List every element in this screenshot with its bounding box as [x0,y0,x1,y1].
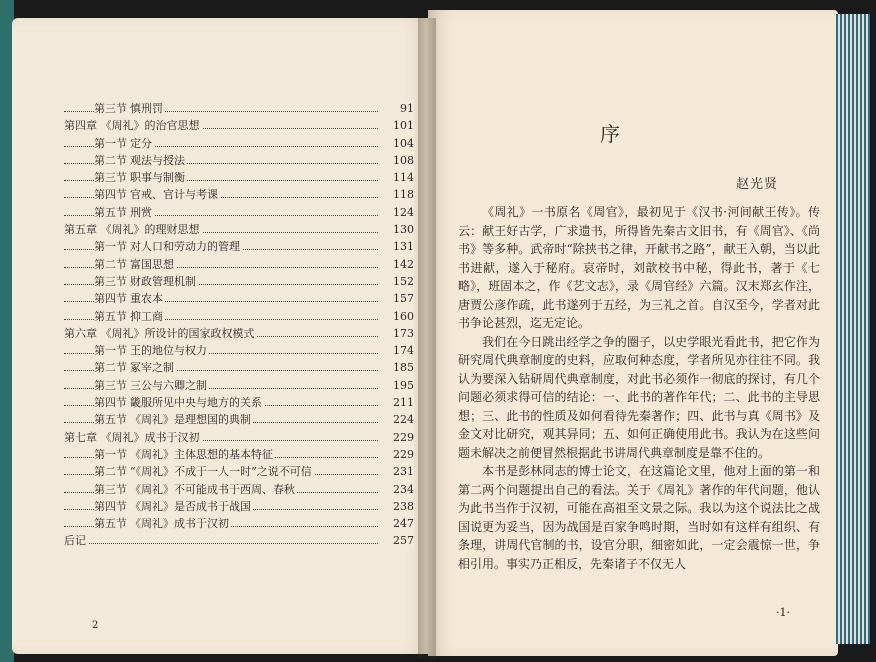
toc-entry [64,394,414,411]
toc-page-number: 231 [380,463,414,480]
toc-entry [64,221,414,238]
toc-entry [64,152,414,169]
preface-paragraph: 我们在今日跳出经学之争的圈子，以史学眼光看此书，把它作为研究周代典章制度的史料，应取何种态度，学者所见亦往往不同。我认为要深入钻研周代典章制度，对此书必须作一彻底的探讨，有几个问题必须求得可信的结论：一、此书的著作年代；二、此书的主导思想；三、此书的性质及如何看待先秦著作；四、此书与真《周书》及金文对比研究，观其异同；五、如何正确使用此书。我认为在这些问题未解决之前便冒然根据此书讲周代典章制度是靠不住的。 [458,334,820,460]
toc-entry [64,186,414,203]
toc-entry-title [94,238,242,255]
toc-title-text: 第五章 《周礼》的理财思想 [64,223,200,237]
toc-page-number: 114 [380,169,414,186]
toc-section-label: 第四节 [94,499,127,513]
toc-entry [64,342,414,359]
toc-page-number: 124 [380,204,414,221]
toc-section-label: 第一节 [94,447,127,461]
toc-page-number: 229 [380,429,414,446]
toc-page-number: 118 [380,186,414,203]
toc-title-text: 第七章 《周礼》成书于汉初 [64,430,200,444]
toc-page-number: 247 [380,515,414,532]
toc-entry-title [94,308,165,325]
toc-entry-title [94,394,264,411]
toc-title-text: 第六章 《周礼》所设计的国家政权模式 [64,326,255,340]
toc-section-label: 第三节 [94,274,127,288]
toc-section-label: 第一节 [94,344,127,358]
toc-section-label: 第五节 [94,309,127,323]
toc-entry-title [94,377,209,394]
toc-entry [64,117,414,134]
toc-title-text: 富国思想 [130,257,174,271]
toc-entry-title [94,463,314,480]
toc-page-number: 104 [380,135,414,152]
toc-section-label: 第二节 [94,361,127,375]
toc-entry-title [94,169,187,186]
toc-page-number: 91 [380,100,414,117]
toc-entry-title [94,186,220,203]
book-gutter [418,18,436,658]
toc-entry [64,204,414,221]
toc-title-text: 对人口和劳动力的管理 [130,240,240,254]
toc-entry-title [64,325,257,342]
toc-page-number: 185 [380,359,414,376]
toc-section-label: 第三节 [94,482,127,496]
toc-title-text: 王的地位与权力 [130,344,207,358]
toc-page-number: 211 [380,394,414,411]
toc-page-number: 234 [380,481,414,498]
toc-title-text: 冢宰之制 [130,361,174,375]
toc-page-number: 152 [380,273,414,290]
toc-page-number: 229 [380,446,414,463]
toc-entry-title [94,100,165,117]
toc-page-number: 160 [380,308,414,325]
toc-entry-title [94,290,165,307]
toc-page-number: 142 [380,256,414,273]
toc-entry-title [64,117,202,134]
table-of-contents [64,100,414,550]
toc-section-label: 第五节 [94,413,127,427]
toc-section-label: 第一节 [94,136,127,150]
toc-section-label: 第四节 [94,292,127,306]
toc-entry-title [64,221,202,238]
toc-page-number: 108 [380,152,414,169]
toc-section-label: 第二节 [94,153,127,167]
toc-title-text: 刑赏 [130,205,152,219]
toc-entry-title [94,273,198,290]
toc-entry [64,238,414,255]
toc-entry-title [94,342,209,359]
preface-paragraph: 本书是彭林同志的博士论文，在这篇论文里，他对上面的第一和第二两个问题提出自己的看法。关于《周礼》著作的年代问题，他认为此书当作于汉初，可能在高祖至文景之际。我以为这个说法比之战国说更为妥当，因为战国是百家争鸣时期，当时如有这样有组织、有条理，讲周代官制的书，设官分职，细密如此，一定会震惊一世，争相引用。事实乃正相反，先秦诸子不仅无人 [458,464,820,571]
toc-entry-title [94,135,154,152]
preface-author: 赵光贤 [736,177,779,192]
toc-section-label: 第四节 [94,396,127,410]
toc-title-text: 定分 [130,136,152,150]
toc-entry [64,256,414,273]
toc-entry [64,325,414,342]
left-page-number: 2 [92,620,99,631]
toc-entry [64,411,414,428]
toc-entry [64,429,414,446]
toc-page-number: 195 [380,377,414,394]
toc-title-text: 职事与制衡 [130,171,185,185]
toc-page-number: 101 [380,117,414,134]
toc-title-text: 第四章 《周礼》的治官思想 [64,119,200,133]
toc-entry-title [64,532,88,549]
toc-title-text: 《周礼》主体思想的基本特征 [130,447,273,461]
toc-title-text: 《周礼》是否成书于战国 [130,499,251,513]
toc-section-label: 第三节 [94,171,127,185]
toc-entry [64,498,414,515]
toc-page-number: 174 [380,342,414,359]
toc-entry [64,532,414,549]
toc-entry [64,377,414,394]
toc-section-label: 第四节 [94,188,127,202]
toc-title-text: 抑工商 [130,309,163,323]
toc-entry-title [94,481,297,498]
toc-entry [64,273,414,290]
toc-entry [64,308,414,325]
preface-title: 序 [600,122,622,146]
toc-title-text: 重农本 [130,292,163,306]
toc-entry-title [94,204,154,221]
toc-section-label: 第三节 [94,378,127,392]
toc-section-label: 第三节 [94,102,127,115]
page-edges-right [836,14,870,644]
toc-entry-title [94,515,231,532]
toc-section-label: 第五节 [94,205,127,219]
toc-entry [64,169,414,186]
toc-entry-title [94,359,176,376]
toc-page-number: 157 [380,290,414,307]
toc-section-label: 第二节 [94,257,127,271]
toc-title-text: 财政管理机制 [130,274,196,288]
toc-entry-title [94,498,253,515]
toc-entry [64,481,414,498]
toc-page-number: 173 [380,325,414,342]
toc-page-number: 224 [380,411,414,428]
toc-entry-title [94,446,275,463]
toc-entry-title [94,152,187,169]
toc-title-text: 《周礼》是理想国的典制 [130,413,251,427]
toc-title-text: 《周礼》成书于汉初 [130,517,229,531]
preface-paragraph: 《周礼》一书原名《周官》，最初见于《汉书·河间献王传》。传云：献王好古学，广求遗书，所得皆先秦古文旧书，有《周官》、《尚书》等多种。武帝时“除挟书之律，开献书之路”，献王入朝，当以此书进献，遂入于秘府。哀帝时，刘歆校书中秘，得此书，著于《七略》，班固本之，作《艺文志》，录《周官经》六篇。汉末郑玄作注，唐贾公彦作疏，此书遂列于五经，为三礼之首。自汉至今，学者对此书争论甚烈，迄无定论。 [458,205,820,330]
toc-title-text: “《周礼》不成于一人一时”之说不可信 [130,465,312,479]
right-page-number: ·1· [776,606,790,619]
toc-entry-title [94,256,176,273]
toc-page-number: 131 [380,238,414,255]
toc-title-text: 畿服所见中央与地方的关系 [130,396,262,410]
toc-entry [64,100,414,117]
toc-entry-title [64,429,202,446]
toc-section-label: 第一节 [94,240,127,254]
toc-page-number: 130 [380,221,414,238]
toc-title-text: 观法与授法 [130,153,185,167]
toc-section-label: 第五节 [94,517,127,531]
toc-entry [64,359,414,376]
toc-entry [64,446,414,463]
toc-page-number: 238 [380,498,414,515]
preface-body [458,203,820,573]
toc-page-number: 257 [380,532,414,549]
toc-entry [64,135,414,152]
toc-entry [64,515,414,532]
toc-section-label: 第二节 [94,465,127,479]
toc-title-text: 《周礼》不可能成书于西周、春秋 [130,482,295,496]
toc-leader-dots [64,543,378,544]
toc-entry-title [94,411,253,428]
toc-entry [64,463,414,480]
toc-entry [64,290,414,307]
toc-title-text: 慎刑罚 [130,102,163,115]
toc-title-text: 后记 [64,534,86,548]
toc-title-text: 官戒、官计与考课 [130,188,218,202]
toc-title-text: 三公与六卿之制 [130,378,207,392]
